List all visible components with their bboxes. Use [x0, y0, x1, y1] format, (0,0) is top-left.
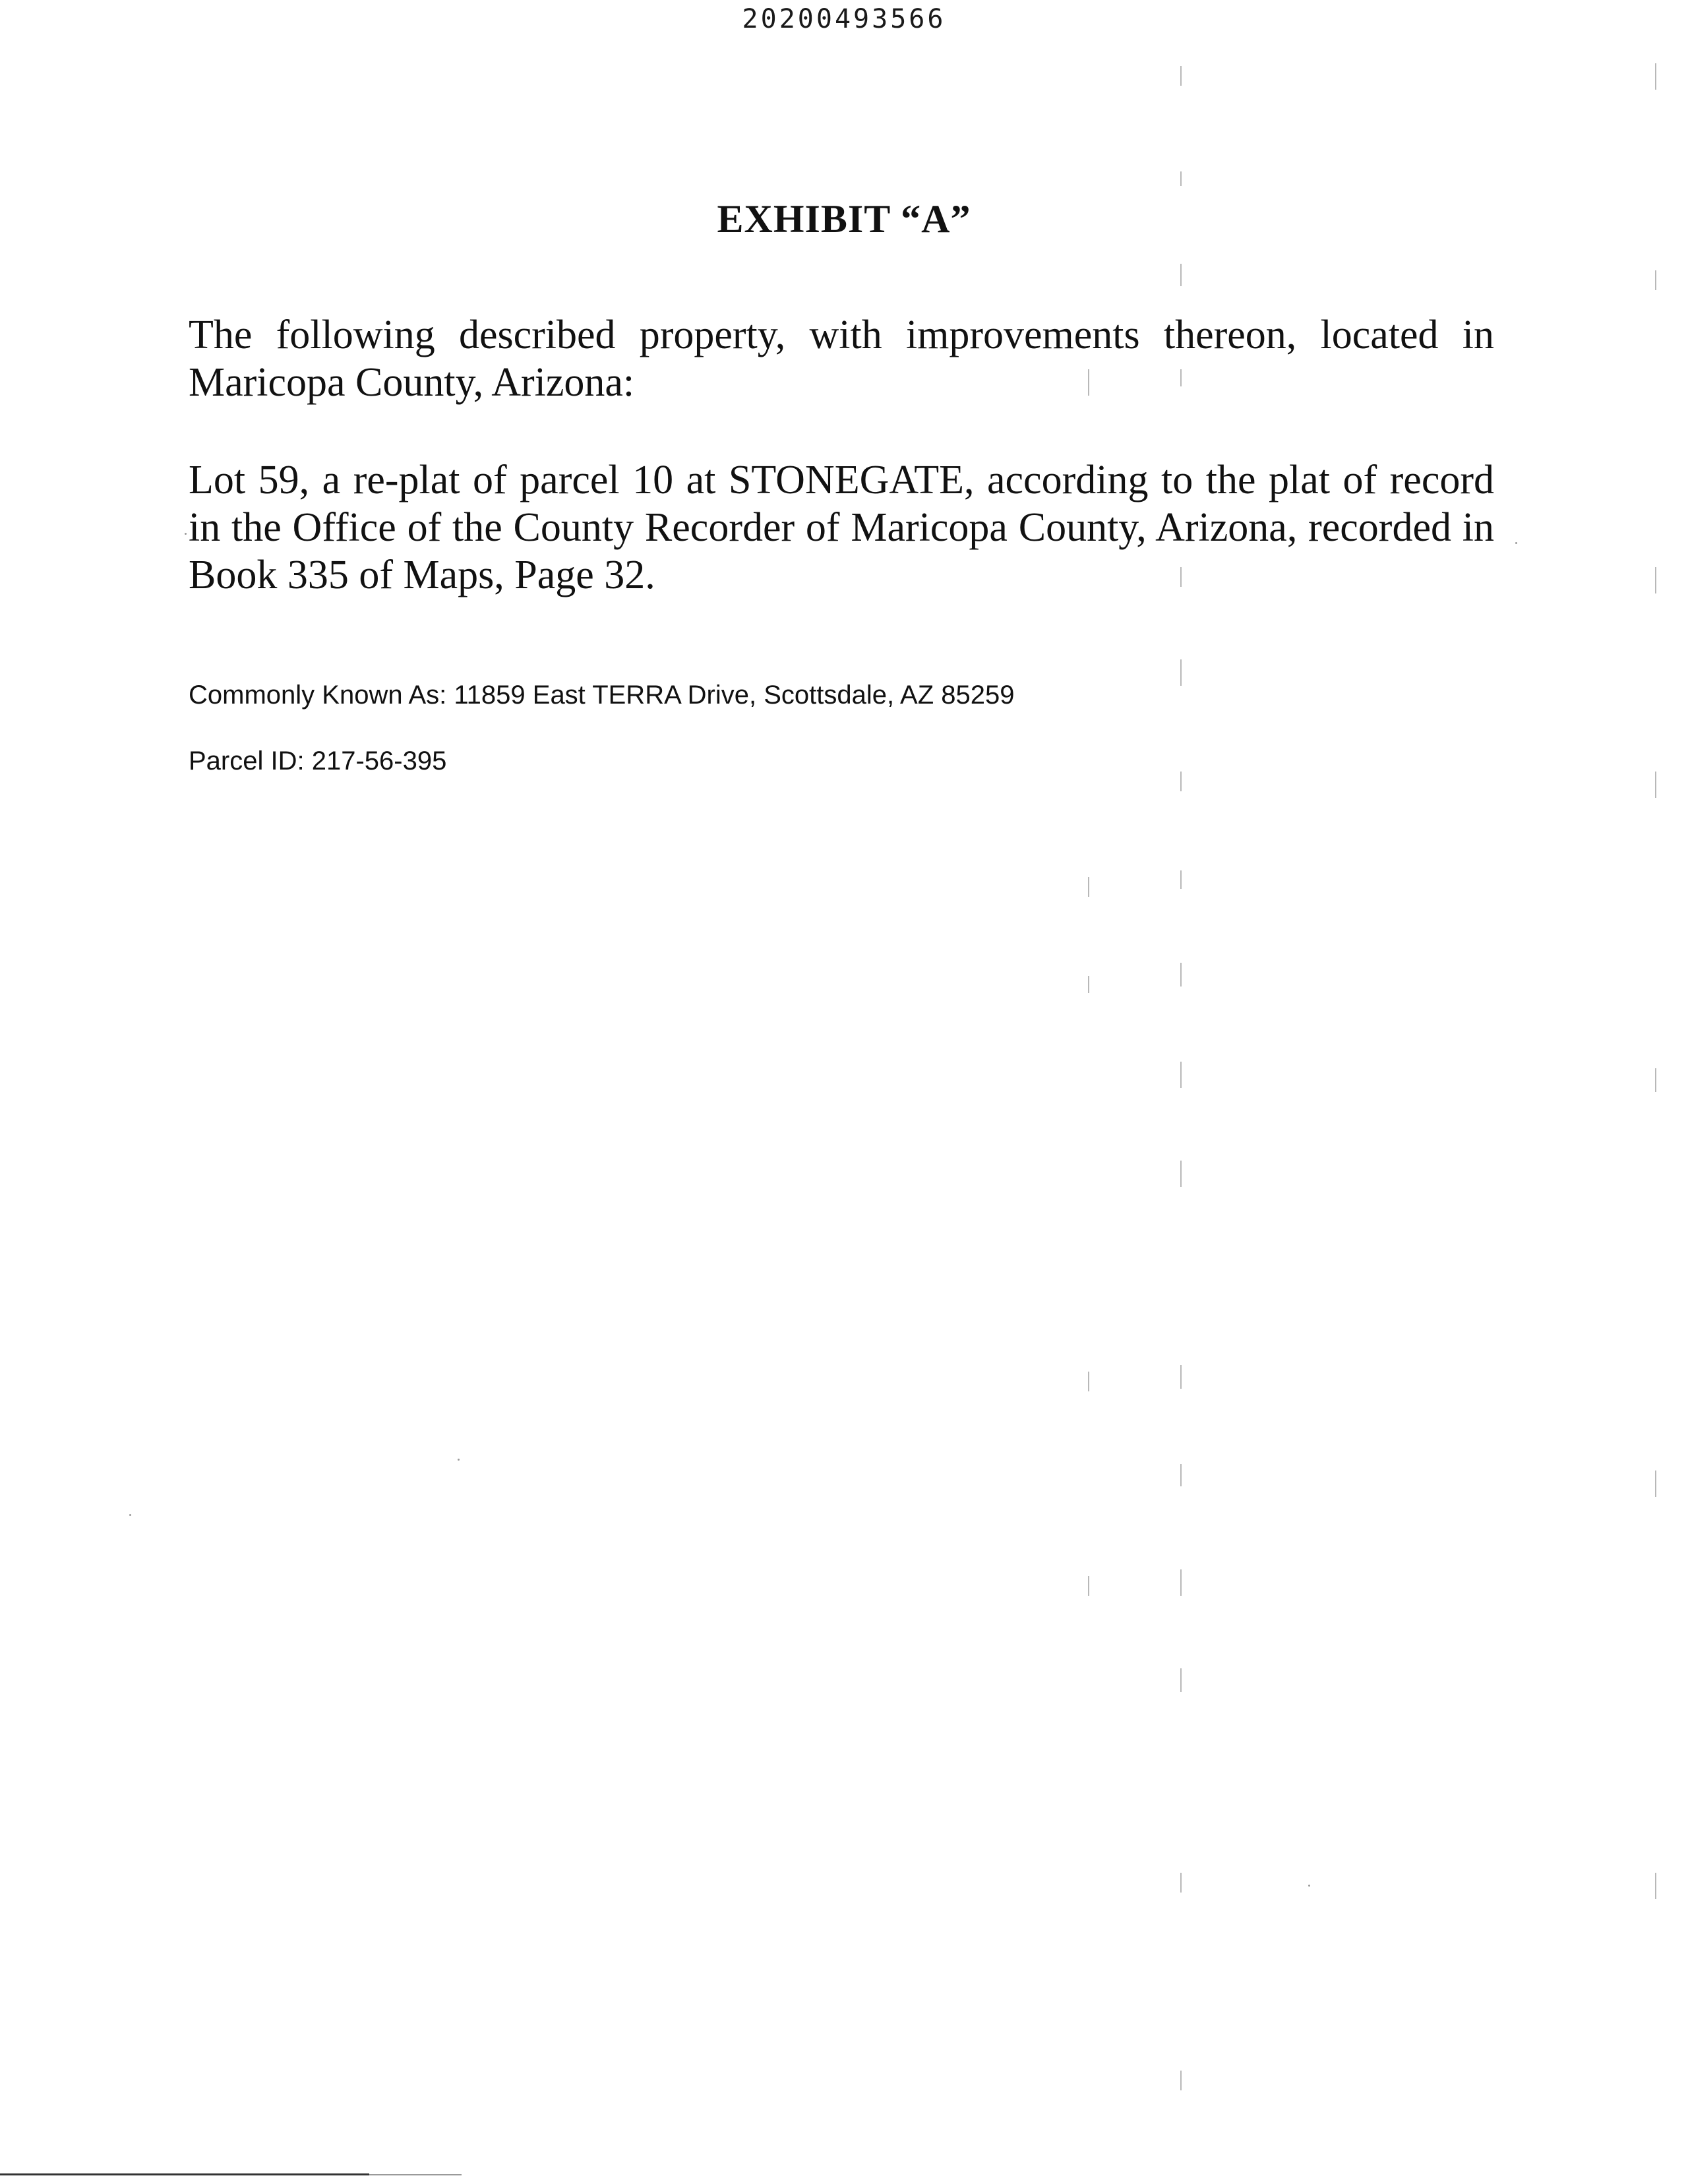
scan-artifact [1308, 1885, 1310, 1887]
scan-artifact [1180, 963, 1182, 986]
scan-artifact [1180, 1161, 1182, 1187]
scan-artifact [1088, 877, 1089, 897]
scan-artifact [458, 1459, 460, 1461]
scan-artifact [1180, 2071, 1182, 2090]
scan-artifact [1655, 1873, 1656, 1899]
property-intro-paragraph: The following described property, with improvements thereon, located in Maricopa County, Arizona: [189, 313, 1494, 405]
scan-artifact [1655, 63, 1656, 90]
scan-artifact [1180, 870, 1182, 889]
scan-artifact [1180, 171, 1182, 186]
scan-artifact [1180, 659, 1182, 686]
scan-artifact [1180, 66, 1182, 86]
scan-artifact [1180, 1873, 1182, 1893]
scan-artifact [1655, 567, 1656, 593]
scan-artifact [1180, 369, 1182, 386]
scan-artifact [1180, 1668, 1182, 1692]
scan-artifact [1088, 369, 1089, 396]
scan-artifact [1655, 270, 1656, 290]
commonly-known-as-line: Commonly Known As: 11859 East TERRA Drive, Scottsdale, AZ 85259 [189, 681, 1015, 710]
scan-artifact [1088, 976, 1089, 993]
bottom-edge-rule [0, 2173, 369, 2175]
scan-artifact [1180, 264, 1182, 286]
scan-artifact [185, 533, 187, 535]
scan-artifact [1088, 1576, 1089, 1596]
scan-artifact [1655, 772, 1656, 798]
parcel-id-line: Parcel ID: 217-56-395 [189, 746, 447, 775]
legal-description-paragraph: Lot 59, a re-plat of parcel 10 at STONEGATE, according to the plat of record in the Office of the County Recorder of Maricopa County, Arizona, recorded in Book 335 of Maps, Page 32. [189, 458, 1494, 597]
scan-artifact [1180, 567, 1182, 587]
scan-artifact [1655, 1068, 1656, 1092]
recording-number: 20200493566 [742, 4, 946, 34]
scan-artifact [1088, 1372, 1089, 1391]
exhibit-title: EXHIBIT “A” [717, 197, 971, 241]
scan-artifact [129, 1514, 131, 1516]
scan-artifact [1180, 1062, 1182, 1088]
scan-artifact [1180, 1569, 1182, 1596]
scan-artifact [1180, 1464, 1182, 1486]
scan-artifact [1515, 542, 1517, 544]
scan-artifact [1655, 1471, 1656, 1497]
scan-artifact [1180, 772, 1182, 791]
bottom-edge-rule-faint [369, 2174, 462, 2175]
scan-artifact [1180, 1365, 1182, 1389]
